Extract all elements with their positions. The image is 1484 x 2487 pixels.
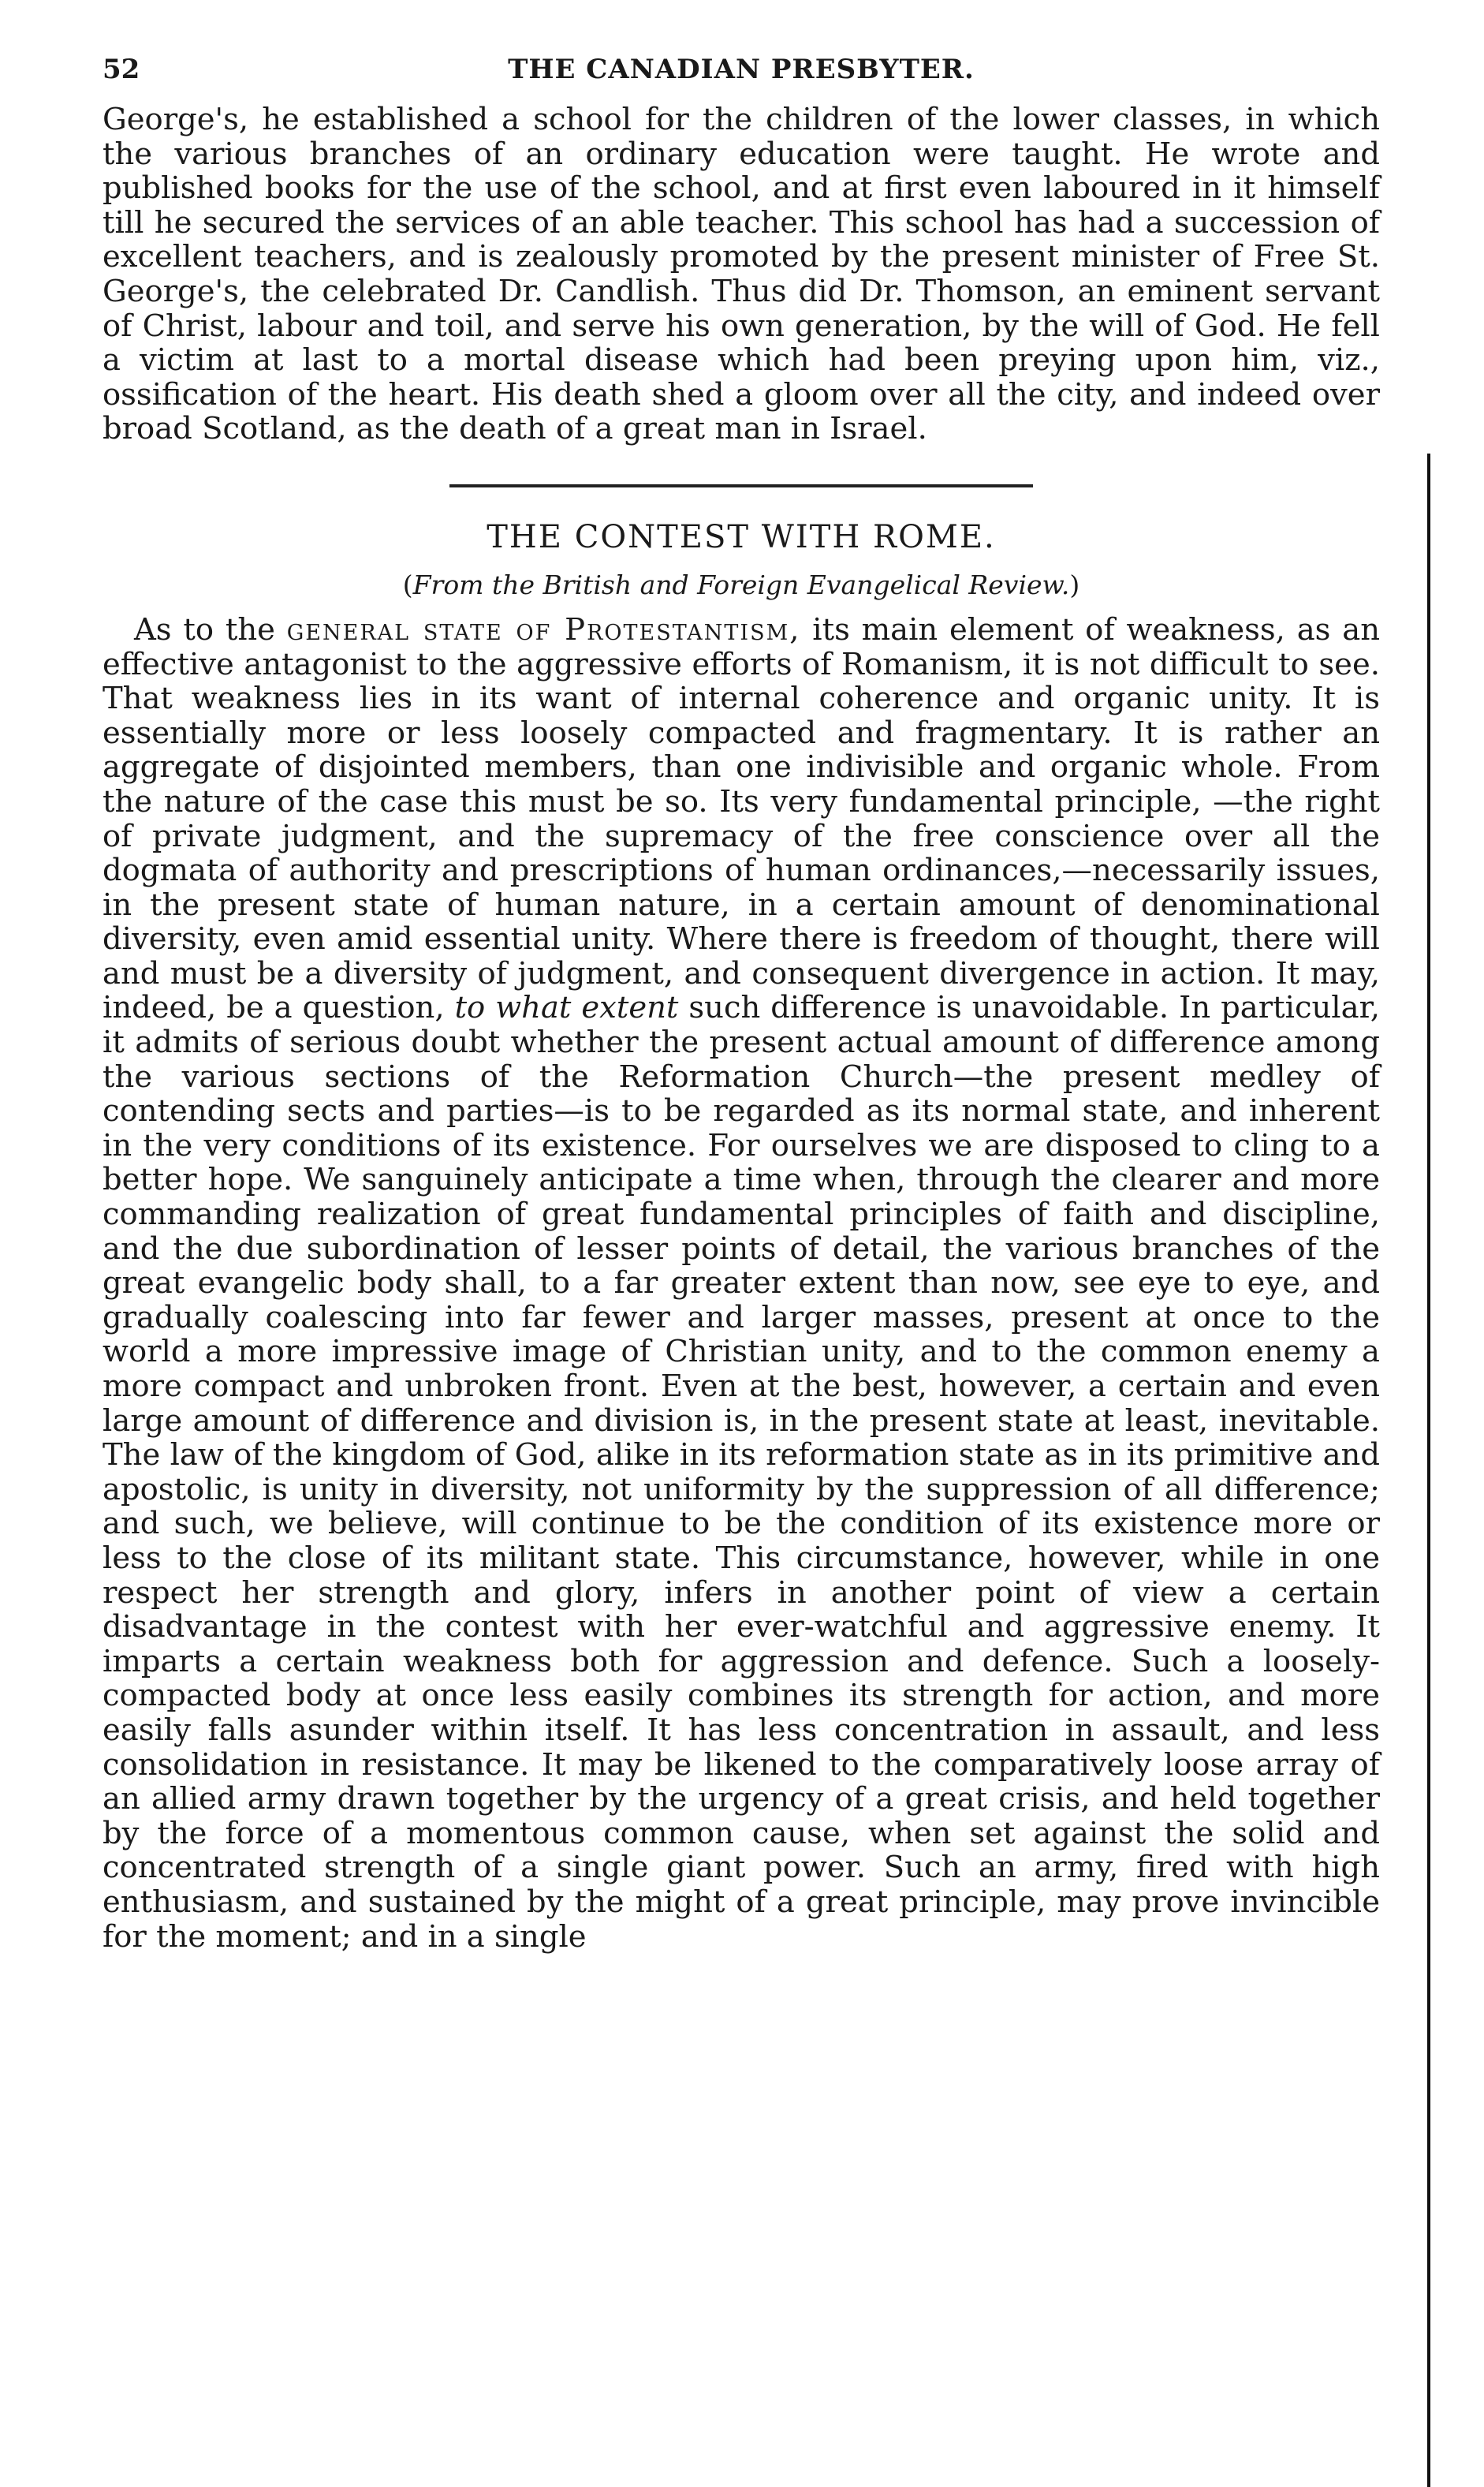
source-close-paren: ) bbox=[1069, 569, 1080, 600]
page-header bbox=[103, 47, 1380, 103]
article-paragraph bbox=[103, 613, 1380, 1954]
italic-phrase: to what extent bbox=[454, 990, 679, 1026]
source-text: From the British and Foreign Evangelical Review. bbox=[412, 569, 1070, 600]
page bbox=[103, 47, 1380, 1954]
paragraph-text-2: such difference is unavoidable. In particular, it admits of serious doubt whether the present actual amount of difference among the various sections of the Reformation Church—the present medley of contending sects and parties—is to be regarded as its normal state, and inherent in the very conditions of its existence. For ourselves we are disposed to cling to a better hope. We sanguinely anticipate a time when, through the clearer and more commanding realization of great fundamental principles of faith and discipline, and the due subordination of lesser points of detail, the various branches of the great evangelic body shall, to a far greater extent than now, see eye to eye, and gradually coalescing into far fewer and larger masses, present at once to the world a more impressive image of Christian unity, and to the common enemy a more compact and unbroken front. Even at the best, however, a certain and even large amount of difference and division is, in the present state at least, inevitable. The law of the kingdom of God, alike in its reformation state as in its primitive and apostolic, is unity in diversity, not uniformity by the suppression of all difference; and such, we believe, will continue to be the condition of its existence more or less to the close of its militant state. This circumstance, however, while in one respect her strength and glory, infers in another point of view a certain disadvantage in the contest with her ever-watchful and aggressive enemy. It imparts a certain weakness both for aggression and defence. Such a loosely-compacted body at once less easily combines its strength for action, and more easily falls asunder within itself. It has less concentration in assault, and less consolidation in resistance. It may be likened to the comparatively loose array of an allied army drawn together by the urgency of a great crisis, and held together by the force of a momentous common cause, when set against the solid and concentrated strength of a single giant power. Such an army, fired with high enthusiasm, and sustained by the might of a great principle, may prove invincible for the moment; and in a single bbox=[103, 990, 1380, 1955]
paragraph-text-1: its main element of weakness, as an effective antagonist to the aggressive efforts of Romanism, it is not difficult to see. That weakness lies in its want of internal coherence and organic unity. It is essentially more or less loosely compacted and fragmentary. It is rather an aggregate of disjointed members, than one indivisible and organic whole. From the nature of the case this must be so. Its very fundamental principle, —the right of private judgment, and the supremacy of the free conscience over all the dogmata of authority and prescriptions of human ordinances,—necessarily issues, in the present state of human nature, in a certain amount of denominational diversity, even amid essential unity. Where there is freedom of thought, there will and must be a diversity of judgment, and consequent divergence in action. It may, indeed, be a question, bbox=[103, 611, 1380, 1026]
page-number: 52 bbox=[103, 54, 140, 85]
continuation-paragraph: George's, he established a school for the children of the lower classes, in which the various branches of an ordinary education were taught. He wrote and published books for the use of the school, and at first even laboured in it himself till he secured the services of an able teacher. This school has had a succession of excellent teachers, and is zealously promoted by the present minister of Free St. George's, the celebrated Dr. Candlish. Thus did Dr. Thomson, an eminent servant of Christ, labour and toil, and serve his own generation, by the will of God. He fell a victim at last to a mortal disease which had been preying upon him, viz., ossification of the heart. His death shed a gloom over all the city, and indeed over broad Scotland, as the death of a great man in Israel. bbox=[103, 102, 1380, 447]
scan-margin-bar bbox=[1427, 454, 1430, 2487]
smallcaps-phrase: general state of Protestantism, bbox=[286, 611, 801, 648]
section-divider bbox=[449, 484, 1033, 487]
paragraph-opening: As to the bbox=[134, 611, 287, 648]
source-open-paren: ( bbox=[402, 569, 413, 600]
article-title: THE CONTEST WITH ROME. bbox=[487, 518, 996, 555]
running-head: THE CANADIAN PRESBYTER. bbox=[508, 54, 975, 85]
article-source bbox=[103, 569, 1380, 600]
